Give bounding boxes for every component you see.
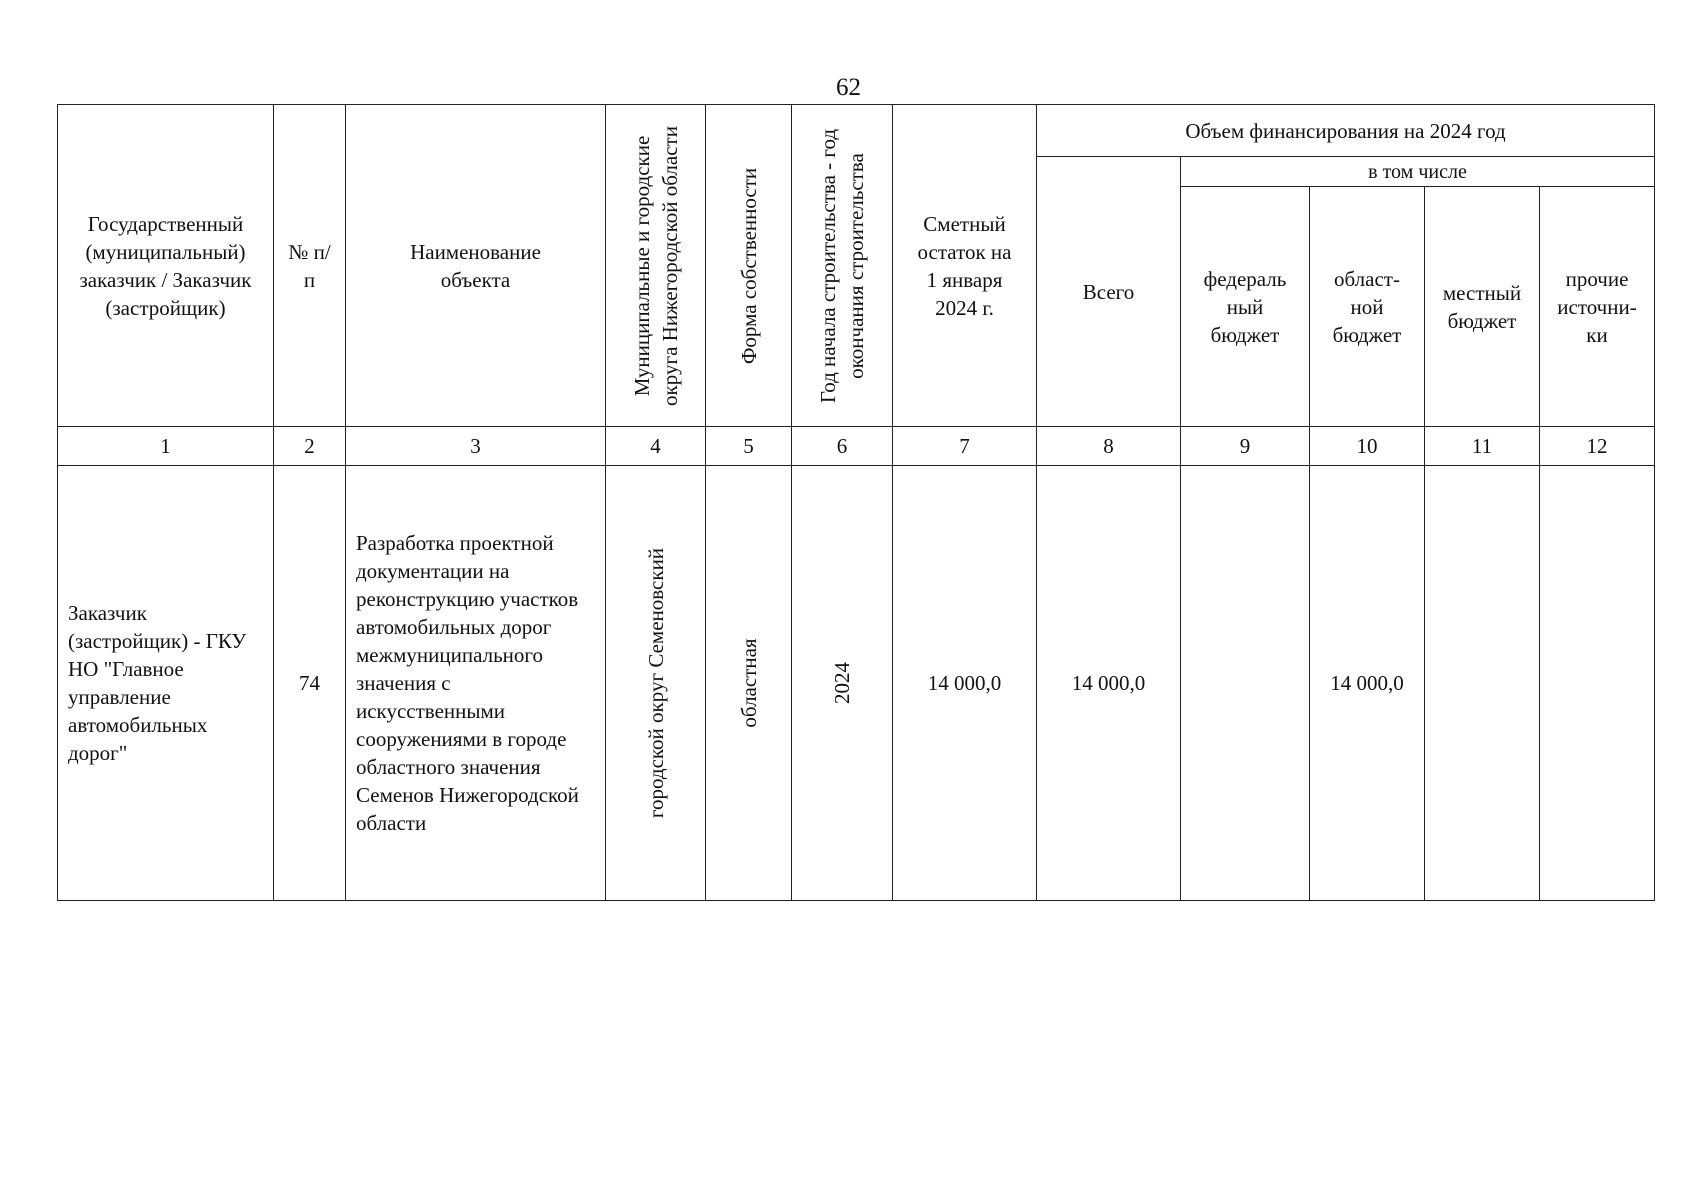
column-number: 7 bbox=[893, 427, 1037, 466]
cell-federal bbox=[1181, 466, 1310, 901]
header-including: в том числе bbox=[1181, 157, 1655, 187]
cell-object-name: Разработка проектной документации на реконструкцию участков автомобильных дорог межмуниципального значения с искусственными сооружениями в городе областного значения Семенов Нижегородской области bbox=[346, 466, 606, 901]
column-number: 1 bbox=[58, 427, 274, 466]
header-other: прочие источни- ки bbox=[1540, 187, 1655, 427]
header-years: Год начала строительства - год окончания строительства bbox=[792, 105, 893, 427]
header-number: № п/п bbox=[274, 105, 346, 427]
header-ownership: Форма собственности bbox=[706, 105, 792, 427]
cell-other bbox=[1540, 466, 1655, 901]
cell-estimate-balance: 14 000,0 bbox=[893, 466, 1037, 901]
cell-number: 74 bbox=[274, 466, 346, 901]
column-number: 10 bbox=[1310, 427, 1425, 466]
header-local: местный бюджет bbox=[1425, 187, 1540, 427]
header-total: Всего bbox=[1037, 157, 1181, 427]
header-municipality: Муниципальные и городские округа Нижегородской области bbox=[606, 105, 706, 427]
header-financing-group: Объем финансирования на 2024 год bbox=[1037, 105, 1655, 157]
header-federal: федераль ный бюджет bbox=[1181, 187, 1310, 427]
table-row bbox=[58, 466, 1655, 901]
page-number: 62 bbox=[836, 74, 861, 101]
cell-total: 14 000,0 bbox=[1037, 466, 1181, 901]
column-number-row bbox=[58, 427, 1655, 466]
column-number: 9 bbox=[1181, 427, 1310, 466]
header-estimate-balance: Сметный остаток на 1 января 2024 г. bbox=[893, 105, 1037, 427]
column-number: 4 bbox=[606, 427, 706, 466]
column-number: 8 bbox=[1037, 427, 1181, 466]
header-customer: Государственный (муниципальный) заказчик / Заказчик (застройщик) bbox=[58, 105, 274, 427]
cell-ownership: областная bbox=[706, 466, 792, 901]
column-number: 3 bbox=[346, 427, 606, 466]
cell-regional: 14 000,0 bbox=[1310, 466, 1425, 901]
column-number: 5 bbox=[706, 427, 792, 466]
cell-years: 2024 bbox=[792, 466, 893, 901]
financing-table bbox=[57, 104, 1655, 901]
cell-local bbox=[1425, 466, 1540, 901]
column-number: 12 bbox=[1540, 427, 1655, 466]
cell-municipality: городской округ Семеновский bbox=[606, 466, 706, 901]
header-regional: област- ной бюджет bbox=[1310, 187, 1425, 427]
column-number: 6 bbox=[792, 427, 893, 466]
header-row-1 bbox=[58, 105, 1655, 157]
cell-customer: Заказчик (застройщик) - ГКУ НО "Главное управление автомобильных дорог" bbox=[58, 466, 274, 901]
column-number: 2 bbox=[274, 427, 346, 466]
header-object-name: Наименование объекта bbox=[346, 105, 606, 427]
column-number: 11 bbox=[1425, 427, 1540, 466]
